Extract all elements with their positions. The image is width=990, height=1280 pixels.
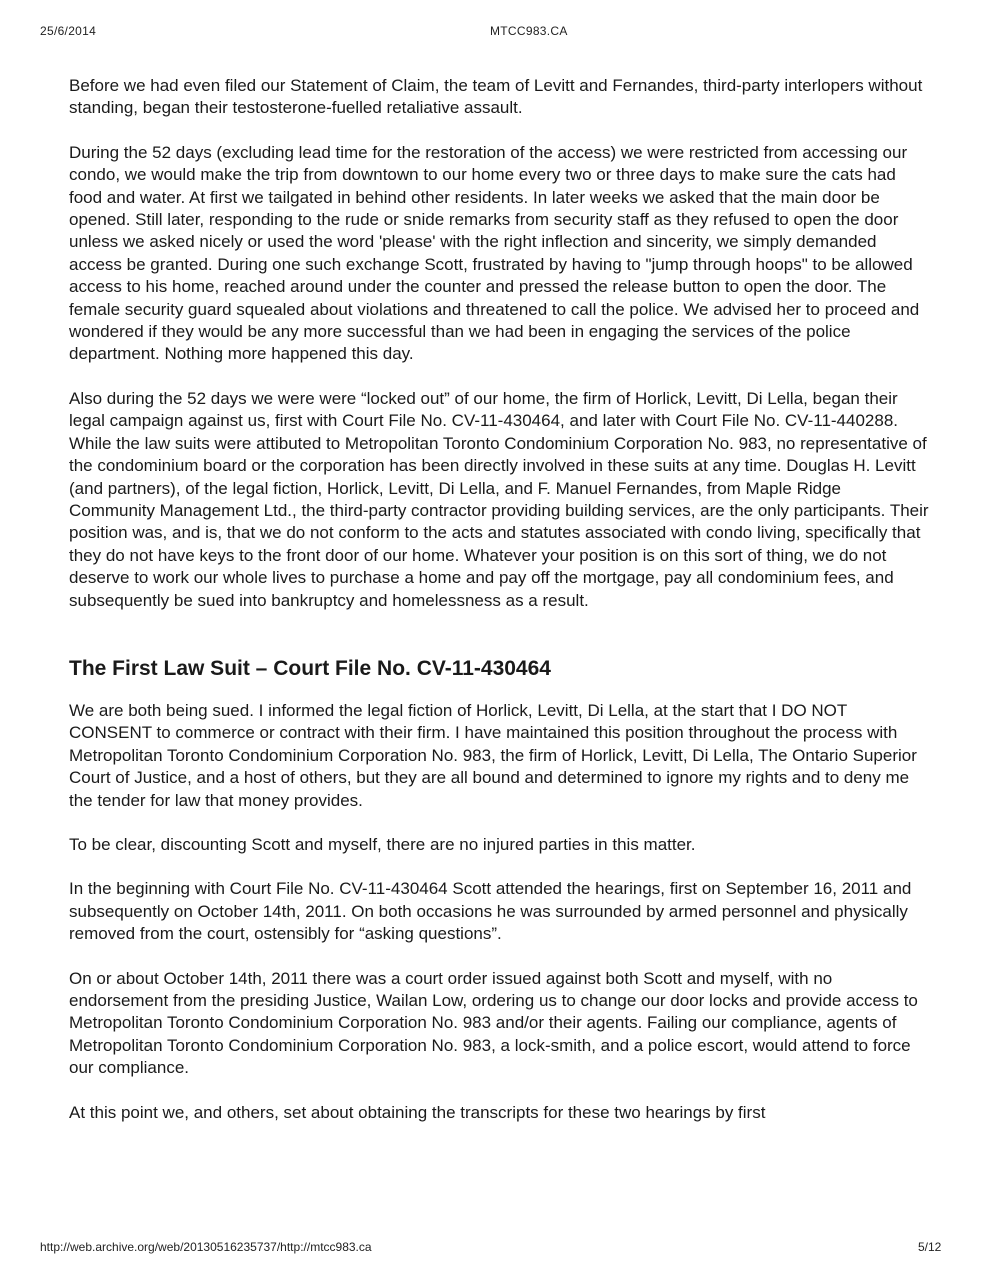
print-date: 25/6/2014 [40, 24, 97, 38]
paragraph-transcripts: At this point we, and others, set about obtaining the transcripts for these two hearings by first [69, 1102, 766, 1122]
paragraph-statement-of-claim: Before we had even filed our Statement of Claim, the team of Levitt and Fernandes, third-party interlopers without standing, began their testosterone-fuelled retaliative assault. [69, 76, 923, 118]
paragraph-court-order: On or about October 14th, 2011 there was a court order issued against both Scott and myself, with no endorsement from the presiding Justice, Wailan Low, ordering us to change our door locks and provide access to Metropolitan Toronto Condominium Corporation No. 983 and/or their agents. Failing our compliance, agents of Metropolitan Toronto Condominium Corporation No. 983, a lock-smith, and a police escort, would attend to force our compliance. [69, 968, 918, 1078]
paragraph-no-injured-parties: To be clear, discounting Scott and myself, there are no injured parties in this matter. [69, 834, 696, 854]
paragraph-being-sued: We are both being sued. I informed the legal fiction of Horlick, Levitt, Di Lella, at the start that I DO NOT CONSENT to commerce or contract with their firm. I have maintained this position throughout the process with Metropolitan Toronto Condominium Corporation No. 983, the firm of Horlick, Levitt, Di Lella, The Ontario Superior Court of Justice, and a host of others, but they are all bound and determined to ignore my rights and to deny me the tender for law that money provides. [69, 700, 917, 810]
article-body [69, 75, 929, 1146]
paragraph-52-days-access: During the 52 days (excluding lead time for the restoration of the access) we were restricted from accessing our condo, we would make the trip from downtown to our home every two or three days to make sure the cats had food and water. At first we tailgated in behind other residents. In later weeks we asked that the main door be opened. Still later, responding to the rude or snide remarks from security staff as they refused to open the door unless we asked nicely or used the word 'please' with the right inflection and sincerity, we simply demanded access be granted. During one such exchange Scott, frustrated by having to "jump through hoops" to be allowed access to his home, reached around under the counter and pressed the release button to open the door. The female security guard squealed about violations and threatened to call the police. We advised her to proceed and wondered if they would be any more successful than we had been in engaging the services of the police department. Nothing more happened this day. [69, 142, 920, 364]
footer-url: http://web.archive.org/web/20130516235737/http://mtcc983.ca [40, 1240, 372, 1254]
page-site-title: MTCC983.CA [490, 24, 568, 38]
section-heading: The First Law Suit – Court File No. CV-11-430464 [69, 656, 551, 680]
paragraph-legal-campaign: Also during the 52 days we were were “locked out” of our home, the firm of Horlick, Levitt, Di Lella, began their legal campaign against us, first with Court File No. CV-11-430464, and later with Court File No. CV-11-440288. While the law suits were attibuted to Metropolitan Toronto Condominium Corporation No. 983, no representative of the condominium board or the corporation has been directly involved in these suits at any time. Douglas H. Levitt (and partners), of the legal fiction, Horlick, Levitt, Di Lella, and F. Manuel Fernandes, from Maple Ridge Community Management Ltd., the third-party contractor providing building services, are the only participants. Their position was, and is, that we do not conform to the acts and statutes associated with condo living, specifically that they do not have keys to the front door of our home. Whatever your position is on this sort of thing, we do not deserve to work our whole lives to purchase a home and pay off the mortgage, pay all condominium fees, and subsequently be sued into bankruptcy and homelessness as a result. [69, 388, 929, 610]
paragraph-hearings: In the beginning with Court File No. CV-11-430464 Scott attended the hearings, first on September 16, 2011 and subsequently on October 14th, 2011. On both occasions he was surrounded by armed personnel and physically removed from the court, ostensibly for “asking questions”. [69, 879, 912, 944]
page-number: 5/12 [918, 1240, 942, 1254]
